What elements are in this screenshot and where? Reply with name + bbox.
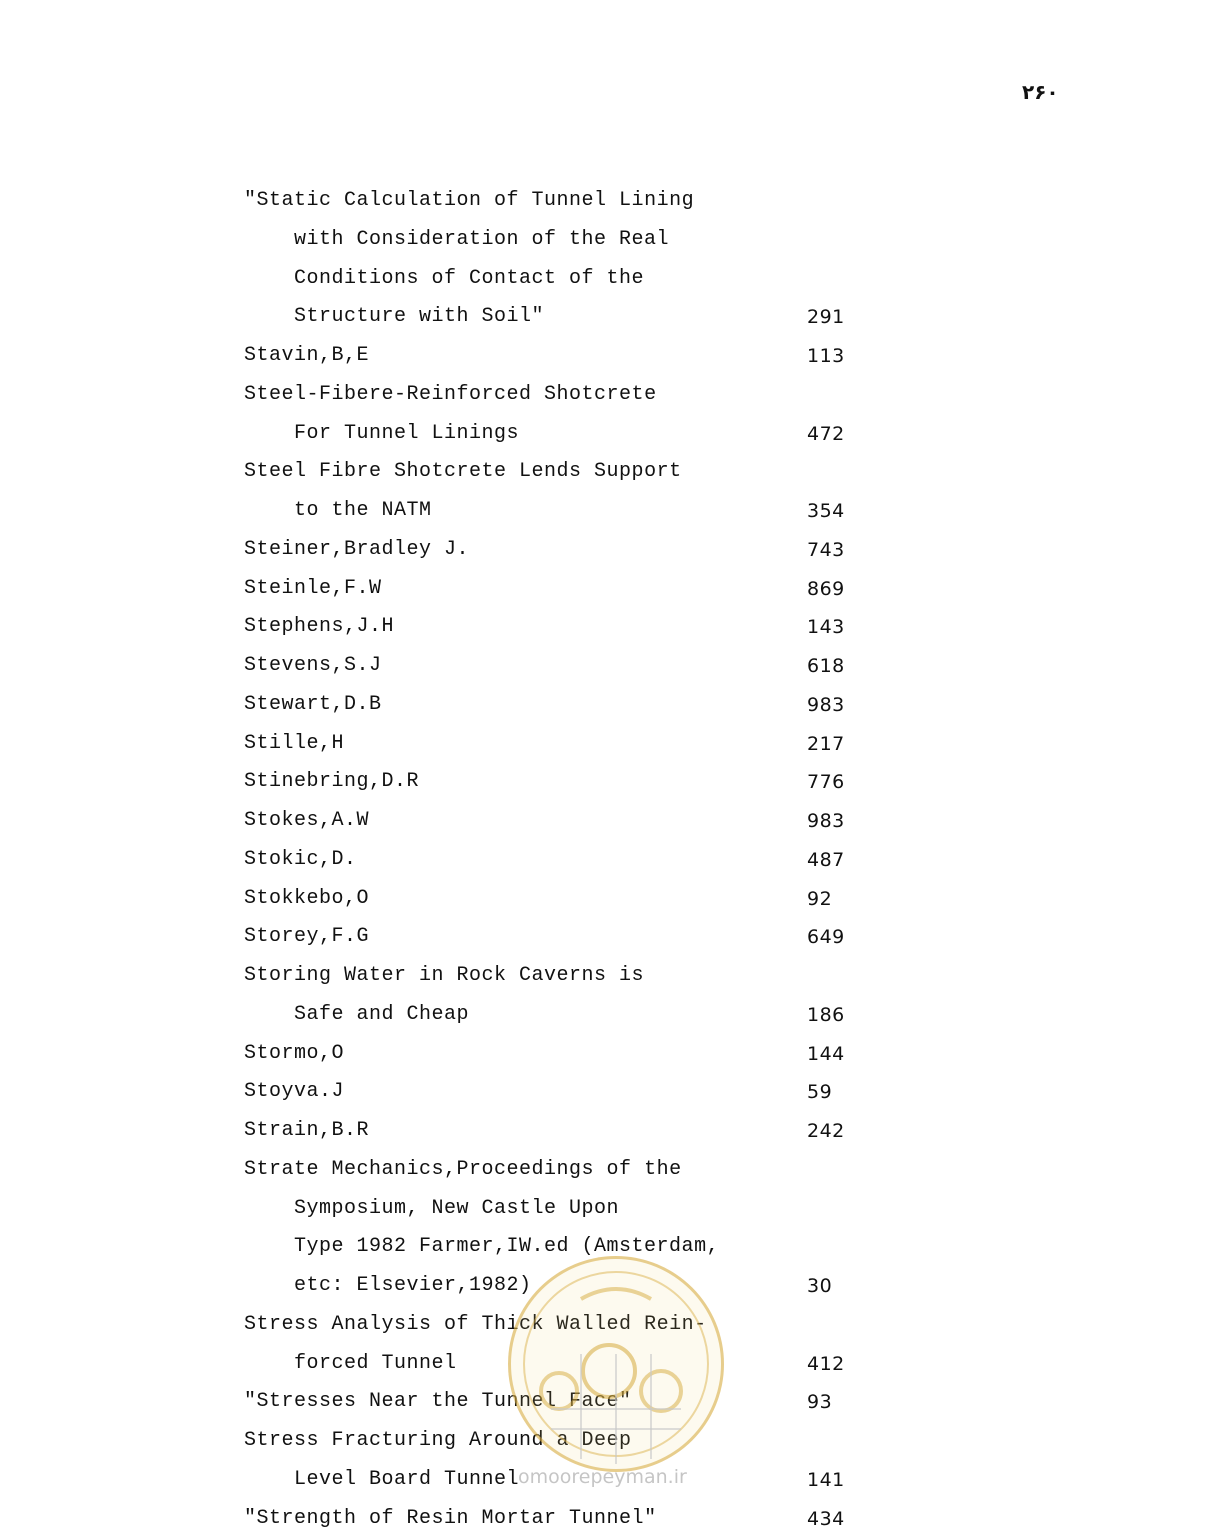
index-entry-text: Stoyva.J	[244, 1073, 344, 1112]
index-entry	[244, 221, 884, 260]
index-entry	[244, 880, 884, 919]
index-entry-text: Stormo,O	[244, 1035, 344, 1074]
index-entry-text: For Tunnel Linings	[294, 415, 519, 454]
index-entry	[244, 918, 884, 957]
page-number: ۲۶۰	[1022, 80, 1059, 104]
index-entry-page-number: 93	[807, 1383, 832, 1422]
index-entry-page-number: 983	[807, 802, 845, 841]
index-entry-text: Symposium, New Castle Upon	[294, 1190, 619, 1229]
index-entry	[244, 647, 884, 686]
index-entry-text: Conditions of Contact of the	[294, 260, 644, 299]
index-entry-text: Stephens,J.H	[244, 608, 394, 647]
index-entry-page-number: 869	[807, 570, 845, 609]
index-entry	[244, 1500, 884, 1538]
index-entry-text: "Stresses Near the Tunnel Face"	[244, 1383, 632, 1422]
index-entry	[244, 531, 884, 570]
index-entry-page-number: 618	[807, 647, 845, 686]
index-entry-text: with Consideration of the Real	[294, 221, 669, 260]
index-entry-text: Storing Water in Rock Caverns is	[244, 957, 644, 996]
index-entry-page-number: 186	[807, 996, 845, 1035]
index-entry-text: Steel-Fibere-Reinforced Shotcrete	[244, 376, 657, 415]
index-entry-page-number: 412	[807, 1345, 845, 1384]
index-entry-page-number: 354	[807, 492, 845, 531]
index-entry-text: Stavin,B,E	[244, 337, 369, 376]
index-entry-page-number: 217	[807, 725, 845, 764]
index-entry-text: Structure with Soil"	[294, 298, 544, 337]
index-entry-text: Stinebring,D.R	[244, 763, 419, 802]
index-entry	[244, 415, 884, 454]
index-entry	[244, 996, 884, 1035]
watermark-seal	[508, 1256, 724, 1472]
index-entry	[244, 1151, 884, 1190]
index-entry-page-number: 144	[807, 1035, 845, 1074]
index-entry	[244, 376, 884, 415]
index-entry	[244, 725, 884, 764]
index-entry-text: Level Board Tunnel	[294, 1461, 519, 1500]
index-entry	[244, 1190, 884, 1229]
index-entry-page-number: 291	[807, 298, 845, 337]
index-entry-page-number: 649	[807, 918, 845, 957]
index-entry	[244, 337, 884, 376]
index-entry-page-number: 92	[807, 880, 832, 919]
index-entry-page-number: 141	[807, 1461, 845, 1500]
index-entry-text: Stokes,A.W	[244, 802, 369, 841]
index-entry-text: Stille,H	[244, 725, 344, 764]
index-entry-text: etc: Elsevier,1982)	[294, 1267, 532, 1306]
index-entry-text: Type 1982 Farmer,IW.ed (Amsterdam,	[294, 1228, 719, 1267]
index-entry-page-number: 242	[807, 1112, 845, 1151]
index-entry-text: Stokic,D.	[244, 841, 357, 880]
watermark-url: omoorepeyman.ir	[518, 1466, 687, 1488]
index-entry-text: Safe and Cheap	[294, 996, 469, 1035]
index-entry-page-number: 113	[807, 337, 845, 376]
index-entry-text: Steinle,F.W	[244, 570, 382, 609]
index-entry-text: Strain,B.R	[244, 1112, 369, 1151]
index-entry-text: "Static Calculation of Tunnel Lining	[244, 182, 694, 221]
index-entry-text: Stewart,D.B	[244, 686, 382, 725]
index-entry	[244, 763, 884, 802]
index-entry	[244, 802, 884, 841]
index-entry-text: Stress Analysis of Thick Walled Rein-	[244, 1306, 707, 1345]
index-entry	[244, 841, 884, 880]
index-entry	[244, 298, 884, 337]
index-entry-page-number: 434	[807, 1500, 845, 1538]
index-entry-text: Steel Fibre Shotcrete Lends Support	[244, 453, 682, 492]
index-entry	[244, 260, 884, 299]
index-entry	[244, 686, 884, 725]
index-entry-page-number: 59	[807, 1073, 832, 1112]
index-entry-text: Steiner,Bradley J.	[244, 531, 469, 570]
index-entry-text: Stevens,S.J	[244, 647, 382, 686]
index-entry-page-number: 743	[807, 531, 845, 570]
index-entry	[244, 453, 884, 492]
index-entry-page-number: 30	[807, 1267, 832, 1306]
index-entry	[244, 570, 884, 609]
index-entry	[244, 1035, 884, 1074]
index-entry-text: Strate Mechanics,Proceedings of the	[244, 1151, 682, 1190]
index-entry	[244, 1112, 884, 1151]
index-entry-text: Storey,F.G	[244, 918, 369, 957]
index-entry-text: Stokkebo,O	[244, 880, 369, 919]
index-entry-text: "Strength of Resin Mortar Tunnel"	[244, 1500, 657, 1538]
seal-emblem-icon	[511, 1259, 721, 1469]
index-entry-page-number: 776	[807, 763, 845, 802]
index-entry-page-number: 143	[807, 608, 845, 647]
index-entry	[244, 957, 884, 996]
index-entry-text: Stress Fracturing Around a Deep	[244, 1422, 632, 1461]
index-entry-page-number: 472	[807, 415, 845, 454]
index-entry-page-number: 487	[807, 841, 845, 880]
index-entry-text: forced Tunnel	[294, 1345, 457, 1384]
index-entry	[244, 1073, 884, 1112]
index-entry	[244, 492, 884, 531]
index-entry-text: to the NATM	[294, 492, 432, 531]
index-entry	[244, 608, 884, 647]
index-entry	[244, 182, 884, 221]
index-entry-page-number: 983	[807, 686, 845, 725]
